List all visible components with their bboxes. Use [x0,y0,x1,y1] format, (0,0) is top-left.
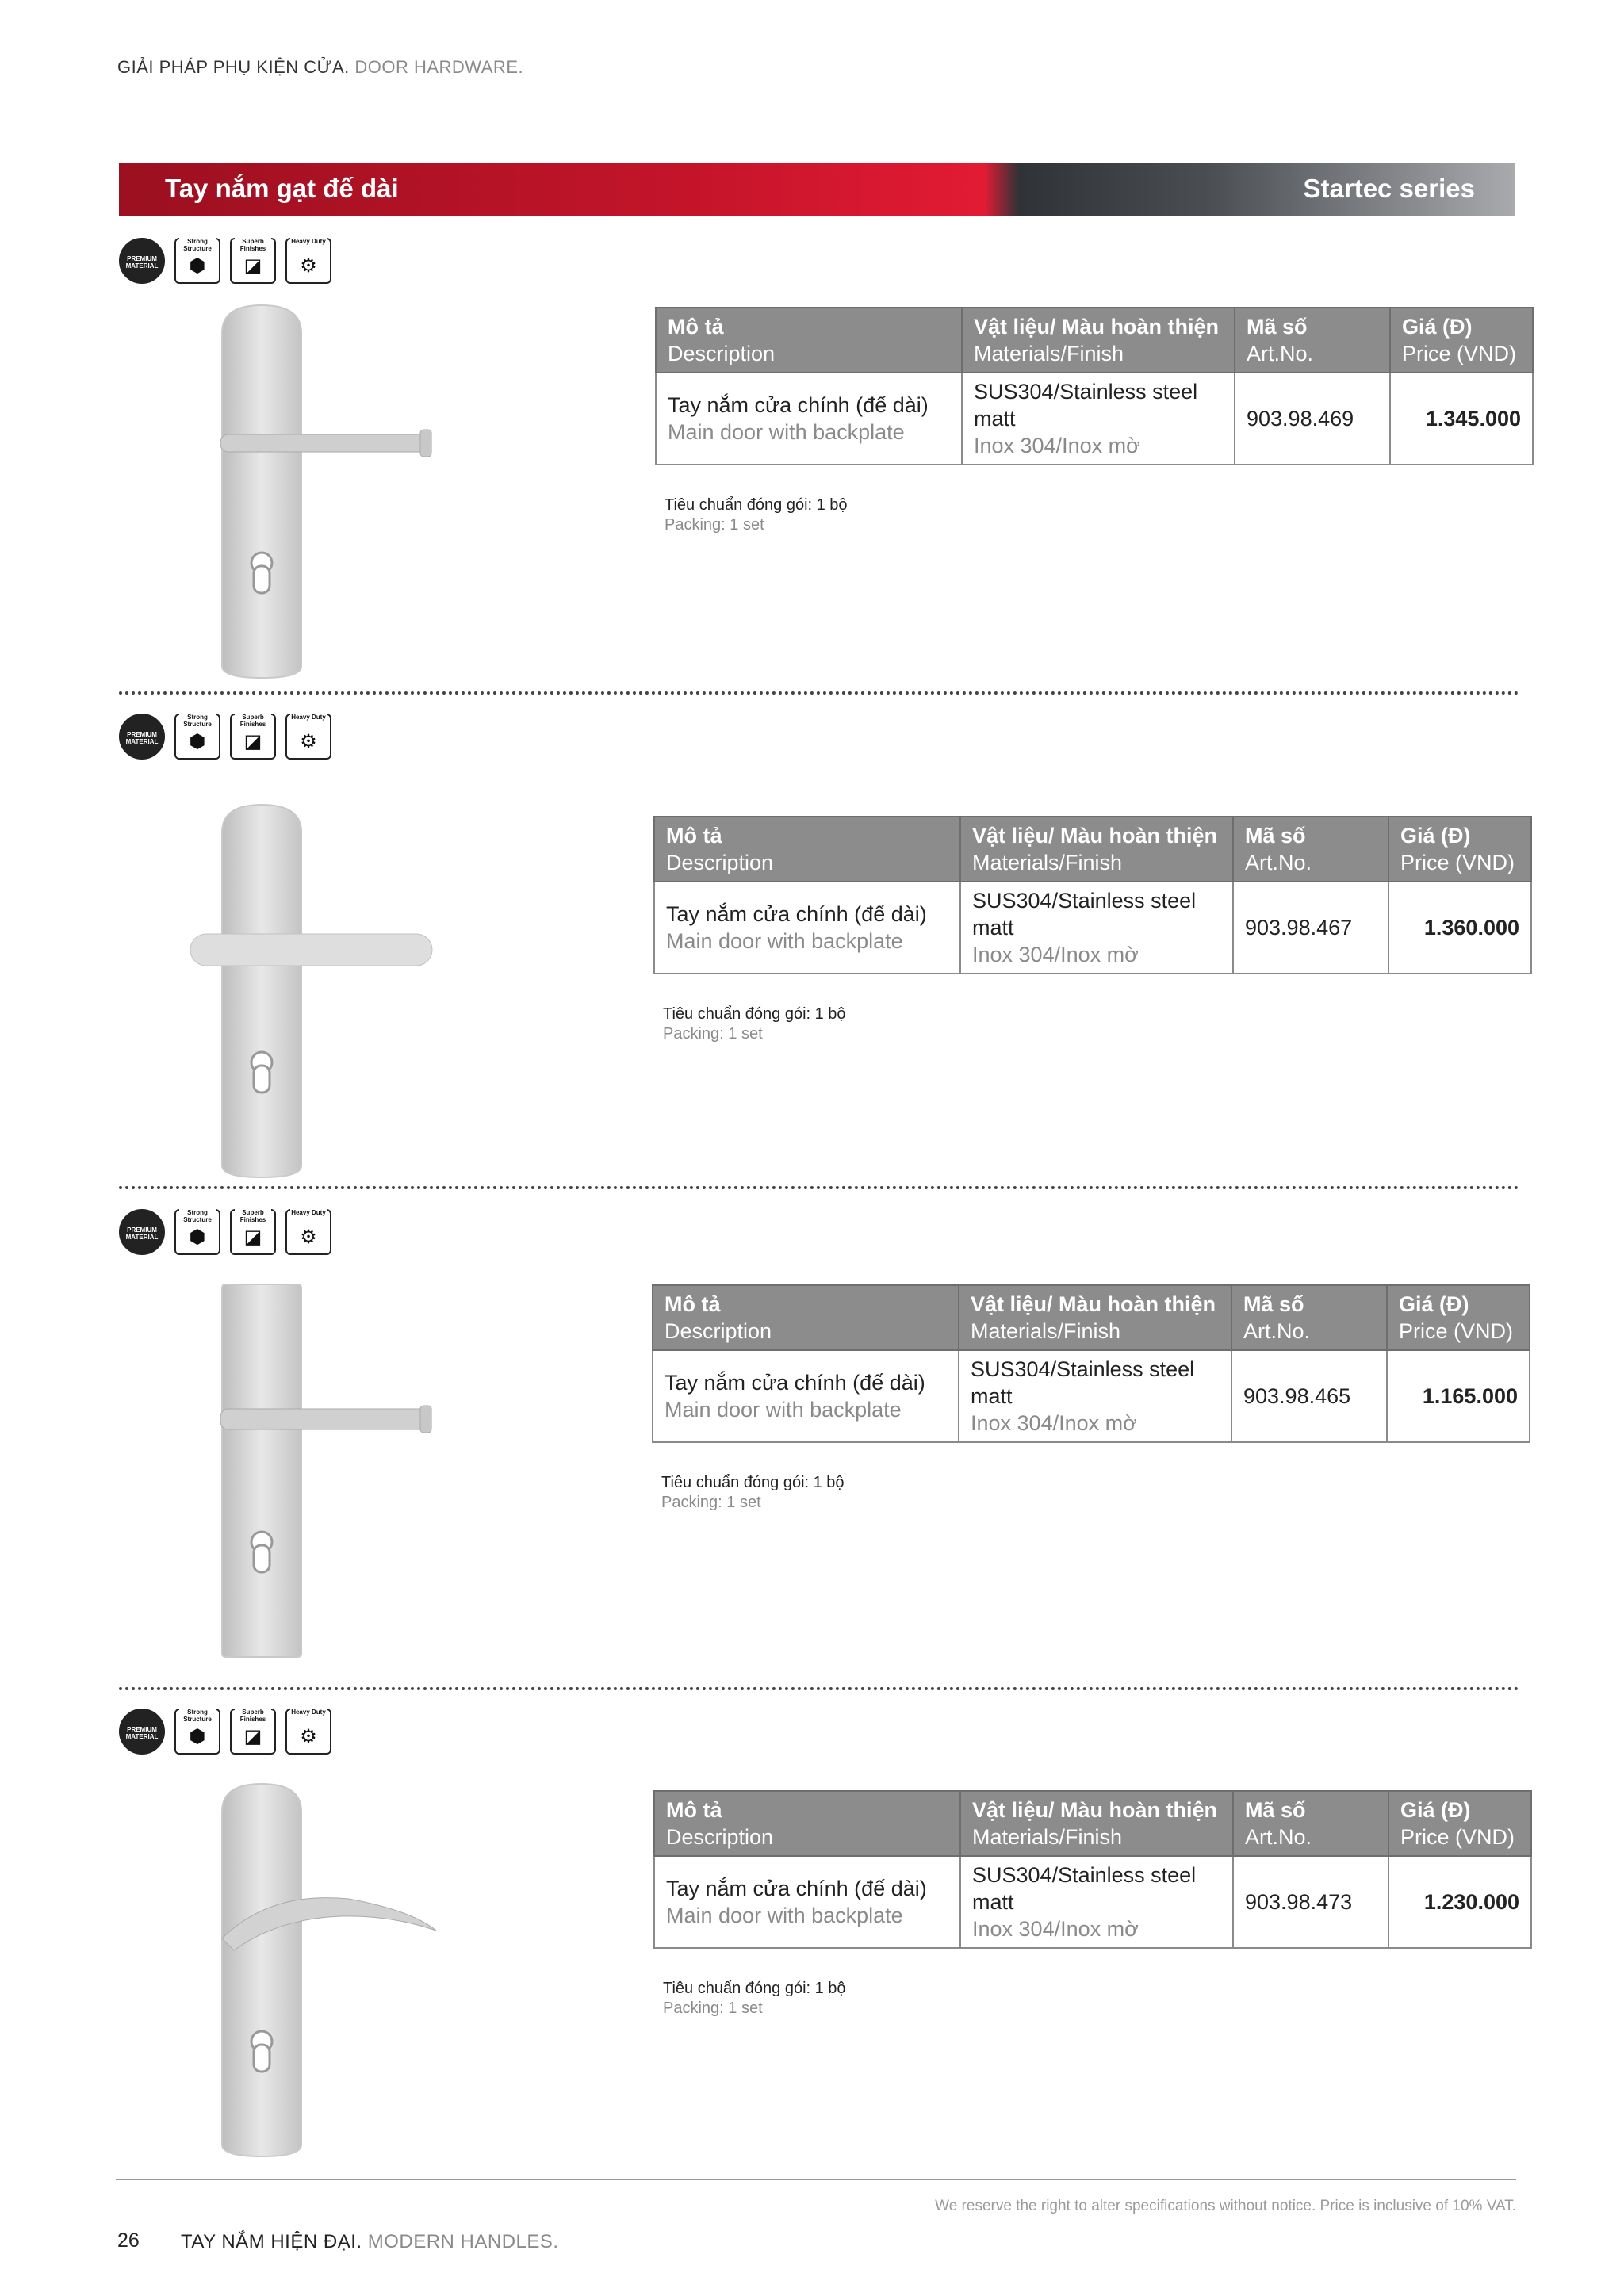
product-spec-table [655,307,1534,465]
cell-materials: SUS304/Stainless steel matt Inox 304/Inox mờ [960,882,1233,974]
banner-title: Tay nắm gạt đế dài [165,174,399,203]
cell-art-no: 903.98.465 [1231,1350,1387,1442]
packing-vi: Tiêu chuẩn đóng gói: 1 bộ [663,1980,846,1997]
table-header-row [656,308,1533,373]
section-divider [119,691,1519,695]
header-description: Mô tả Description [653,1285,959,1350]
header-description: Mô tả Description [654,817,960,882]
superb-finishes-icon: Superb Finishes ◪ [230,1709,276,1755]
header-price: Giá (Đ) Price (VND) [1390,308,1533,373]
packing-en: Packing: 1 set [661,1494,761,1511]
superb-finishes-icon: Superb Finishes ◪ [230,1209,276,1255]
table-header-row [654,817,1531,882]
strong-structure-icon: Strong Structure ⬢ [174,238,220,284]
header-materials: Vật liệu/ Màu hoàn thiện Materials/Finish [960,1791,1233,1856]
strong-structure-icon: Strong Structure ⬢ [174,1209,220,1255]
header-materials: Vật liệu/ Màu hoàn thiện Materials/Finish [962,308,1235,373]
page-number: 26 [117,2229,140,2252]
packing-vi: Tiêu chuẩn đóng gói: 1 bộ [665,496,848,514]
header-art-no: Mã số Art.No. [1233,817,1388,882]
header-category-vi: GIẢI PHÁP PHỤ KIỆN CỬA. [117,57,350,77]
strong-structure-icon: Strong Structure ⬢ [174,1709,220,1755]
cell-price: 1.360.000 [1388,882,1531,974]
table-header-row [653,1285,1530,1350]
packing-info [663,1979,846,2019]
header-art-no: Mã số Art.No. [1235,308,1390,373]
strong-structure-icon: Strong Structure ⬢ [174,714,220,760]
cell-materials: SUS304/Stainless steel matt Inox 304/Inox mờ [962,373,1235,465]
section-divider [119,1687,1519,1690]
product-image [174,1280,460,1665]
backplate [222,1284,301,1657]
heavy-duty-icon: Heavy Duty ⚙ [285,1709,331,1755]
table-header-row [654,1791,1531,1856]
backplate [222,805,301,1177]
feature-badges [119,1709,331,1755]
packing-vi: Tiêu chuẩn đóng gói: 1 bộ [663,1005,846,1023]
section-divider [119,1186,1519,1189]
premium-material-icon: PREMIUM MATERIAL [119,1209,165,1255]
door-handle-image [174,1780,460,2160]
header-category-en: DOOR HARDWARE. [354,57,524,77]
table-row [654,882,1531,974]
header-art-no: Mã số Art.No. [1231,1285,1387,1350]
feature-badges [119,238,331,284]
premium-material-icon: PREMIUM MATERIAL [119,238,165,284]
heavy-duty-icon: Heavy Duty ⚙ [285,238,331,284]
packing-en: Packing: 1 set [663,1999,763,2017]
cell-description: Tay nắm cửa chính (đế dài) Main door with backplate [654,1856,960,1948]
footer-disclaimer: We reserve the right to alter specifications without notice. Price is inclusive of 10% VAT. [935,2198,1516,2214]
product-spec-table [653,1790,1532,1949]
feature-badges [119,1209,331,1255]
page-header [117,57,523,78]
packing-info [663,1004,846,1044]
footer-title [181,2231,559,2253]
table-row [653,1350,1530,1442]
footer-title-en: MODERN HANDLES. [367,2231,559,2252]
product-image [174,301,460,686]
keyhole [251,1532,272,1572]
packing-en: Packing: 1 set [663,1025,763,1043]
keyhole [251,1052,272,1093]
cell-materials: SUS304/Stainless steel matt Inox 304/Inox mờ [960,1856,1233,1948]
backplate [222,305,301,678]
product-image [174,1780,460,2164]
header-description: Mô tả Description [656,308,962,373]
cell-price: 1.345.000 [1390,373,1533,465]
cell-price: 1.165.000 [1387,1350,1530,1442]
header-materials: Vật liệu/ Màu hoàn thiện Materials/Finish [959,1285,1231,1350]
keyhole [251,553,272,593]
product-image [174,801,460,1185]
door-handle-image [174,801,460,1181]
cell-description: Tay nắm cửa chính (đế dài) Main door with backplate [656,373,962,465]
keyhole [251,2031,272,2072]
heavy-duty-icon: Heavy Duty ⚙ [285,1209,331,1255]
cell-art-no: 903.98.467 [1233,882,1388,974]
cell-art-no: 903.98.469 [1235,373,1390,465]
door-handle-image [174,1280,460,1661]
footer-divider [116,2179,1516,2180]
product-spec-table [652,1284,1530,1443]
cell-description: Tay nắm cửa chính (đế dài) Main door with backplate [654,882,960,974]
header-materials: Vật liệu/ Màu hoàn thiện Materials/Finish [960,817,1233,882]
banner-series: Startec series [1303,174,1475,203]
heavy-duty-icon: Heavy Duty ⚙ [285,714,331,760]
product-spec-table [653,816,1532,974]
cell-description: Tay nắm cửa chính (đế dài) Main door with backplate [653,1350,959,1442]
header-art-no: Mã số Art.No. [1233,1791,1388,1856]
lever [190,934,432,966]
cell-price: 1.230.000 [1388,1856,1531,1948]
footer-title-vi: TAY NẮM HIỆN ĐẠI. [181,2231,362,2252]
header-price: Giá (Đ) Price (VND) [1388,817,1531,882]
superb-finishes-icon: Superb Finishes ◪ [230,714,276,760]
superb-finishes-icon: Superb Finishes ◪ [230,238,276,284]
lever [220,1409,428,1429]
packing-info [665,496,848,535]
packing-info [661,1473,845,1513]
cell-art-no: 903.98.473 [1233,1856,1388,1948]
feature-badges [119,714,331,760]
table-row [654,1856,1531,1948]
cell-materials: SUS304/Stainless steel matt Inox 304/Inox mờ [959,1350,1231,1442]
header-price: Giá (Đ) Price (VND) [1387,1285,1530,1350]
backplate [222,1784,301,2156]
lever [220,434,428,452]
header-description: Mô tả Description [654,1791,960,1856]
packing-vi: Tiêu chuẩn đóng gói: 1 bộ [661,1474,845,1491]
premium-material-icon: PREMIUM MATERIAL [119,1709,165,1755]
packing-en: Packing: 1 set [665,516,764,534]
door-handle-image [174,301,460,682]
table-row [656,373,1533,465]
header-price: Giá (Đ) Price (VND) [1388,1791,1531,1856]
section-banner [119,163,1515,216]
premium-material-icon: PREMIUM MATERIAL [119,714,165,760]
